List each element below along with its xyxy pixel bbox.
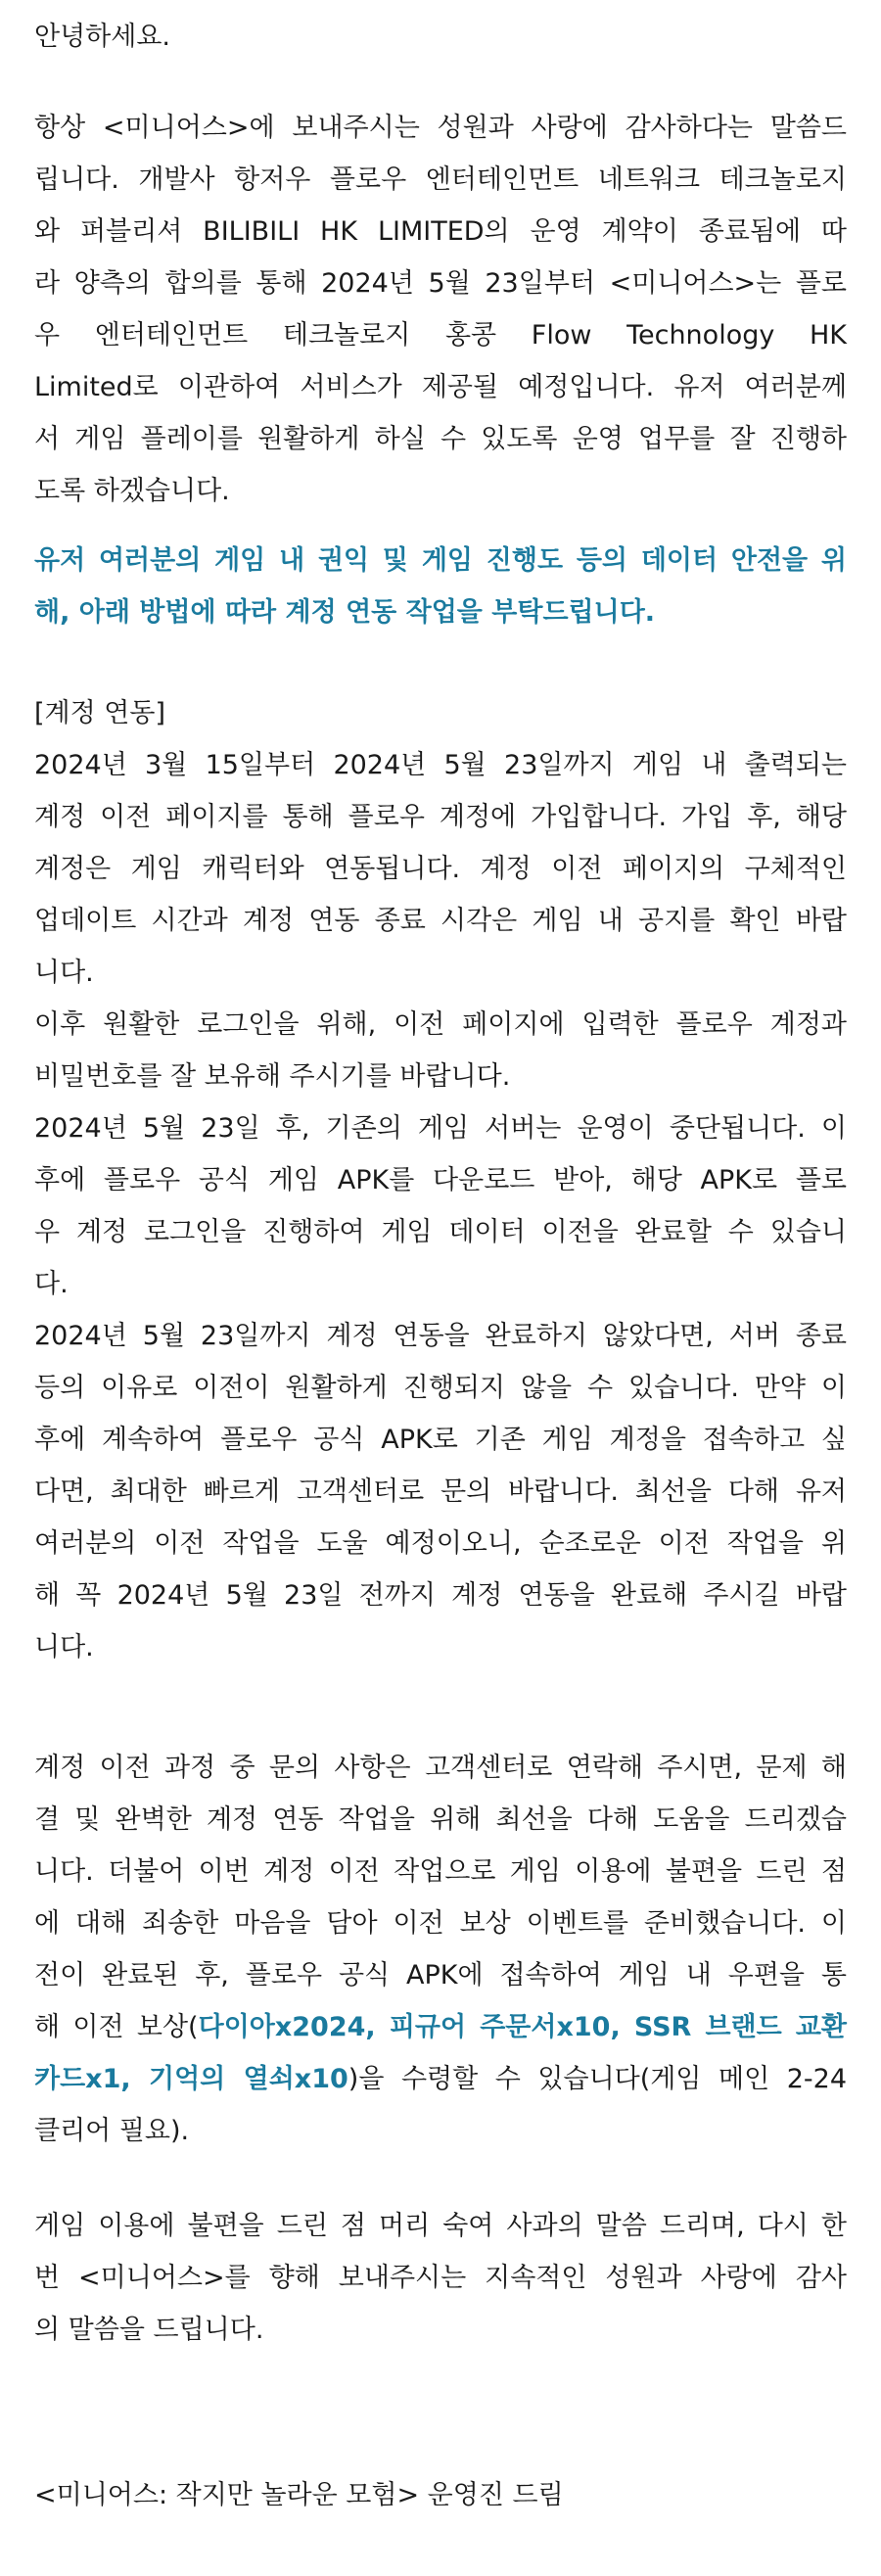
text-line <box>34 1794 847 1846</box>
text-segment: 등의 이유로 이전이 원활하게 진행되지 않을 수 있습니다. 만약 이 <box>34 1373 847 1403</box>
text-segment: <미니어스: 작지만 놀라운 모험> 운영진 드림 <box>34 2480 564 2510</box>
text-line <box>34 1949 847 2001</box>
greeting <box>34 11 847 63</box>
text-line <box>34 586 847 638</box>
text-segment: 후에 계속하여 플로우 공식 APK로 기존 게임 계정을 접속하고 싶 <box>34 1425 847 1455</box>
text-line <box>34 2469 847 2521</box>
text-line <box>34 102 847 154</box>
text-segment: 2024년 5월 23일 후, 기존의 게임 서버는 운영이 중단됩니다. 이 <box>34 1113 847 1144</box>
text-segment: 다면, 최대한 빠르게 고객센터로 문의 바랍니다. 최선을 다해 유저 <box>34 1476 847 1507</box>
text-segment: 우 엔터테인먼트 테크놀로지 홍콩 Flow Technology HK <box>34 320 847 351</box>
compensation-paragraph <box>34 1742 847 2157</box>
text-line <box>34 1846 847 1897</box>
text-segment: 라 양측의 합의를 통해 2024년 5월 23일부터 <미니어스>는 플로 <box>34 268 847 299</box>
text-segment: 전이 완료된 후, 플로우 공식 APK에 접속하여 게임 내 우편을 통 <box>34 1960 847 1991</box>
text-segment: 의 말씀을 드립니다. <box>34 2315 264 2345</box>
text-line <box>34 2200 847 2252</box>
text-segment: 계정은 게임 캐릭터와 연동됩니다. 계정 이전 페이지의 구체적인 <box>34 854 847 884</box>
text-segment: Limited로 이관하여 서비스가 제공될 예정입니다. 유저 여러분께 <box>34 372 847 402</box>
text-line <box>34 791 847 843</box>
text-segment: 2024년 5월 23일까지 계정 연동을 완료하지 않았다면, 서버 종료 <box>34 1321 847 1351</box>
text-segment: 항상 <미니어스>에 보내주시는 성원과 사랑에 감사하다는 말씀드 <box>34 113 847 143</box>
text-line <box>34 154 847 206</box>
signature <box>34 2469 847 2521</box>
text-line <box>34 1897 847 1949</box>
text-line <box>34 1414 847 1466</box>
text-line <box>34 1206 847 1258</box>
highlighted-text: 다이아x2024, 피규어 주문서x10, SSR 브랜드 교환 <box>198 2012 848 2042</box>
text-line <box>34 687 847 739</box>
text-segment: 결 및 완벽한 계정 연동 작업을 위해 최선을 다해 도움을 드리겠습 <box>34 1804 847 1835</box>
text-segment: 에 대해 죄송한 마음을 담아 이전 보상 이벤트를 준비했습니다. 이 <box>34 1908 847 1939</box>
text-line <box>34 309 847 361</box>
text-segment: 다. <box>34 1269 69 1299</box>
text-segment: 해 꼭 2024년 5월 23일 전까지 계정 연동을 완료해 주시길 바랍 <box>34 1580 847 1611</box>
text-segment: 해 이전 보상( <box>34 2012 199 2042</box>
text-line <box>34 1102 847 1154</box>
text-line <box>34 895 847 947</box>
text-segment: 니다. <box>34 958 94 988</box>
text-segment: 계정 이전 과정 중 문의 사항은 고객센터로 연락해 주시면, 문제 해 <box>34 1753 847 1783</box>
text-segment: 유저 여러분의 게임 내 권익 및 게임 진행도 등의 데이터 안전을 위 <box>34 545 847 576</box>
intro-paragraph <box>34 102 847 517</box>
text-line <box>34 1310 847 1362</box>
text-line <box>34 361 847 413</box>
text-segment: 안녕하세요. <box>34 22 170 52</box>
text-line <box>34 11 847 63</box>
text-segment: 니다. <box>34 1632 94 1663</box>
text-segment: 비밀번호를 잘 보유해 주시기를 바랍니다. <box>34 1061 511 1092</box>
text-segment: 서 게임 플레이를 원활하게 하실 수 있도록 운영 업무를 잘 진행하 <box>34 424 847 454</box>
account-link-section <box>34 687 847 1673</box>
text-line <box>34 1742 847 1794</box>
text-line <box>34 843 847 895</box>
text-line <box>34 1362 847 1414</box>
highlighted-text: 카드x1, 기억의 열쇠x10 <box>34 2064 348 2094</box>
text-line <box>34 947 847 999</box>
text-line <box>34 2105 847 2157</box>
text-line <box>34 1518 847 1569</box>
text-segment: 번 <미니어스>를 향해 보내주시는 지속적인 성원과 사랑에 감사 <box>34 2263 847 2293</box>
text-line <box>34 1258 847 1310</box>
text-segment: 이후 원활한 로그인을 위해, 이전 페이지에 입력한 플로우 계정과 <box>34 1009 847 1040</box>
text-segment: 도록 하겠습니다. <box>34 476 230 506</box>
text-line <box>34 2053 847 2105</box>
text-line <box>34 2304 847 2356</box>
text-line <box>34 465 847 517</box>
text-line <box>34 1466 847 1518</box>
text-line <box>34 413 847 465</box>
text-line <box>34 999 847 1051</box>
closing-paragraph <box>34 2200 847 2356</box>
text-segment: [계정 연동] <box>34 698 165 728</box>
text-segment: 후에 플로우 공식 게임 APK를 다운로드 받아, 해당 APK로 플로 <box>34 1165 847 1195</box>
text-line <box>34 739 847 791</box>
text-segment: 우 계정 로그인을 진행하여 게임 데이터 이전을 완료할 수 있습니 <box>34 1217 847 1247</box>
text-segment: 여러분의 이전 작업을 도울 예정이오니, 순조로운 이전 작업을 위 <box>34 1528 847 1559</box>
text-line <box>34 1621 847 1673</box>
text-segment: 계정 이전 페이지를 통해 플로우 계정에 가입합니다. 가입 후, 해당 <box>34 802 847 832</box>
text-segment: 니다. 더불어 이번 계정 이전 작업으로 게임 이용에 불편을 드린 점 <box>34 1856 847 1887</box>
text-line <box>34 535 847 586</box>
text-line <box>34 206 847 258</box>
highlighted-notice <box>34 535 847 638</box>
text-segment: 2024년 3월 15일부터 2024년 5월 23일까지 게임 내 출력되는 <box>34 750 847 780</box>
text-segment: 업데이트 시간과 계정 연동 종료 시각은 게임 내 공지를 확인 바랍 <box>34 906 847 936</box>
text-segment: 클리어 필요). <box>34 2116 190 2146</box>
text-segment: 립니다. 개발사 항저우 플로우 엔터테인먼트 네트워크 테크놀로지 <box>34 164 847 195</box>
text-segment: 와 퍼블리셔 BILIBILI HK LIMITED의 운영 계약이 종료됨에 따 <box>34 216 847 247</box>
text-segment: 해, 아래 방법에 따라 계정 연동 작업을 부탁드립니다. <box>34 597 656 628</box>
text-line <box>34 258 847 309</box>
text-segment: )을 수령할 수 있습니다(게임 메인 2-24 <box>348 2064 847 2094</box>
text-line <box>34 2001 847 2053</box>
text-line <box>34 1051 847 1102</box>
text-line <box>34 1154 847 1206</box>
text-segment: 게임 이용에 불편을 드린 점 머리 숙여 사과의 말씀 드리며, 다시 한 <box>34 2211 847 2241</box>
text-line <box>34 2252 847 2304</box>
text-line <box>34 1569 847 1621</box>
